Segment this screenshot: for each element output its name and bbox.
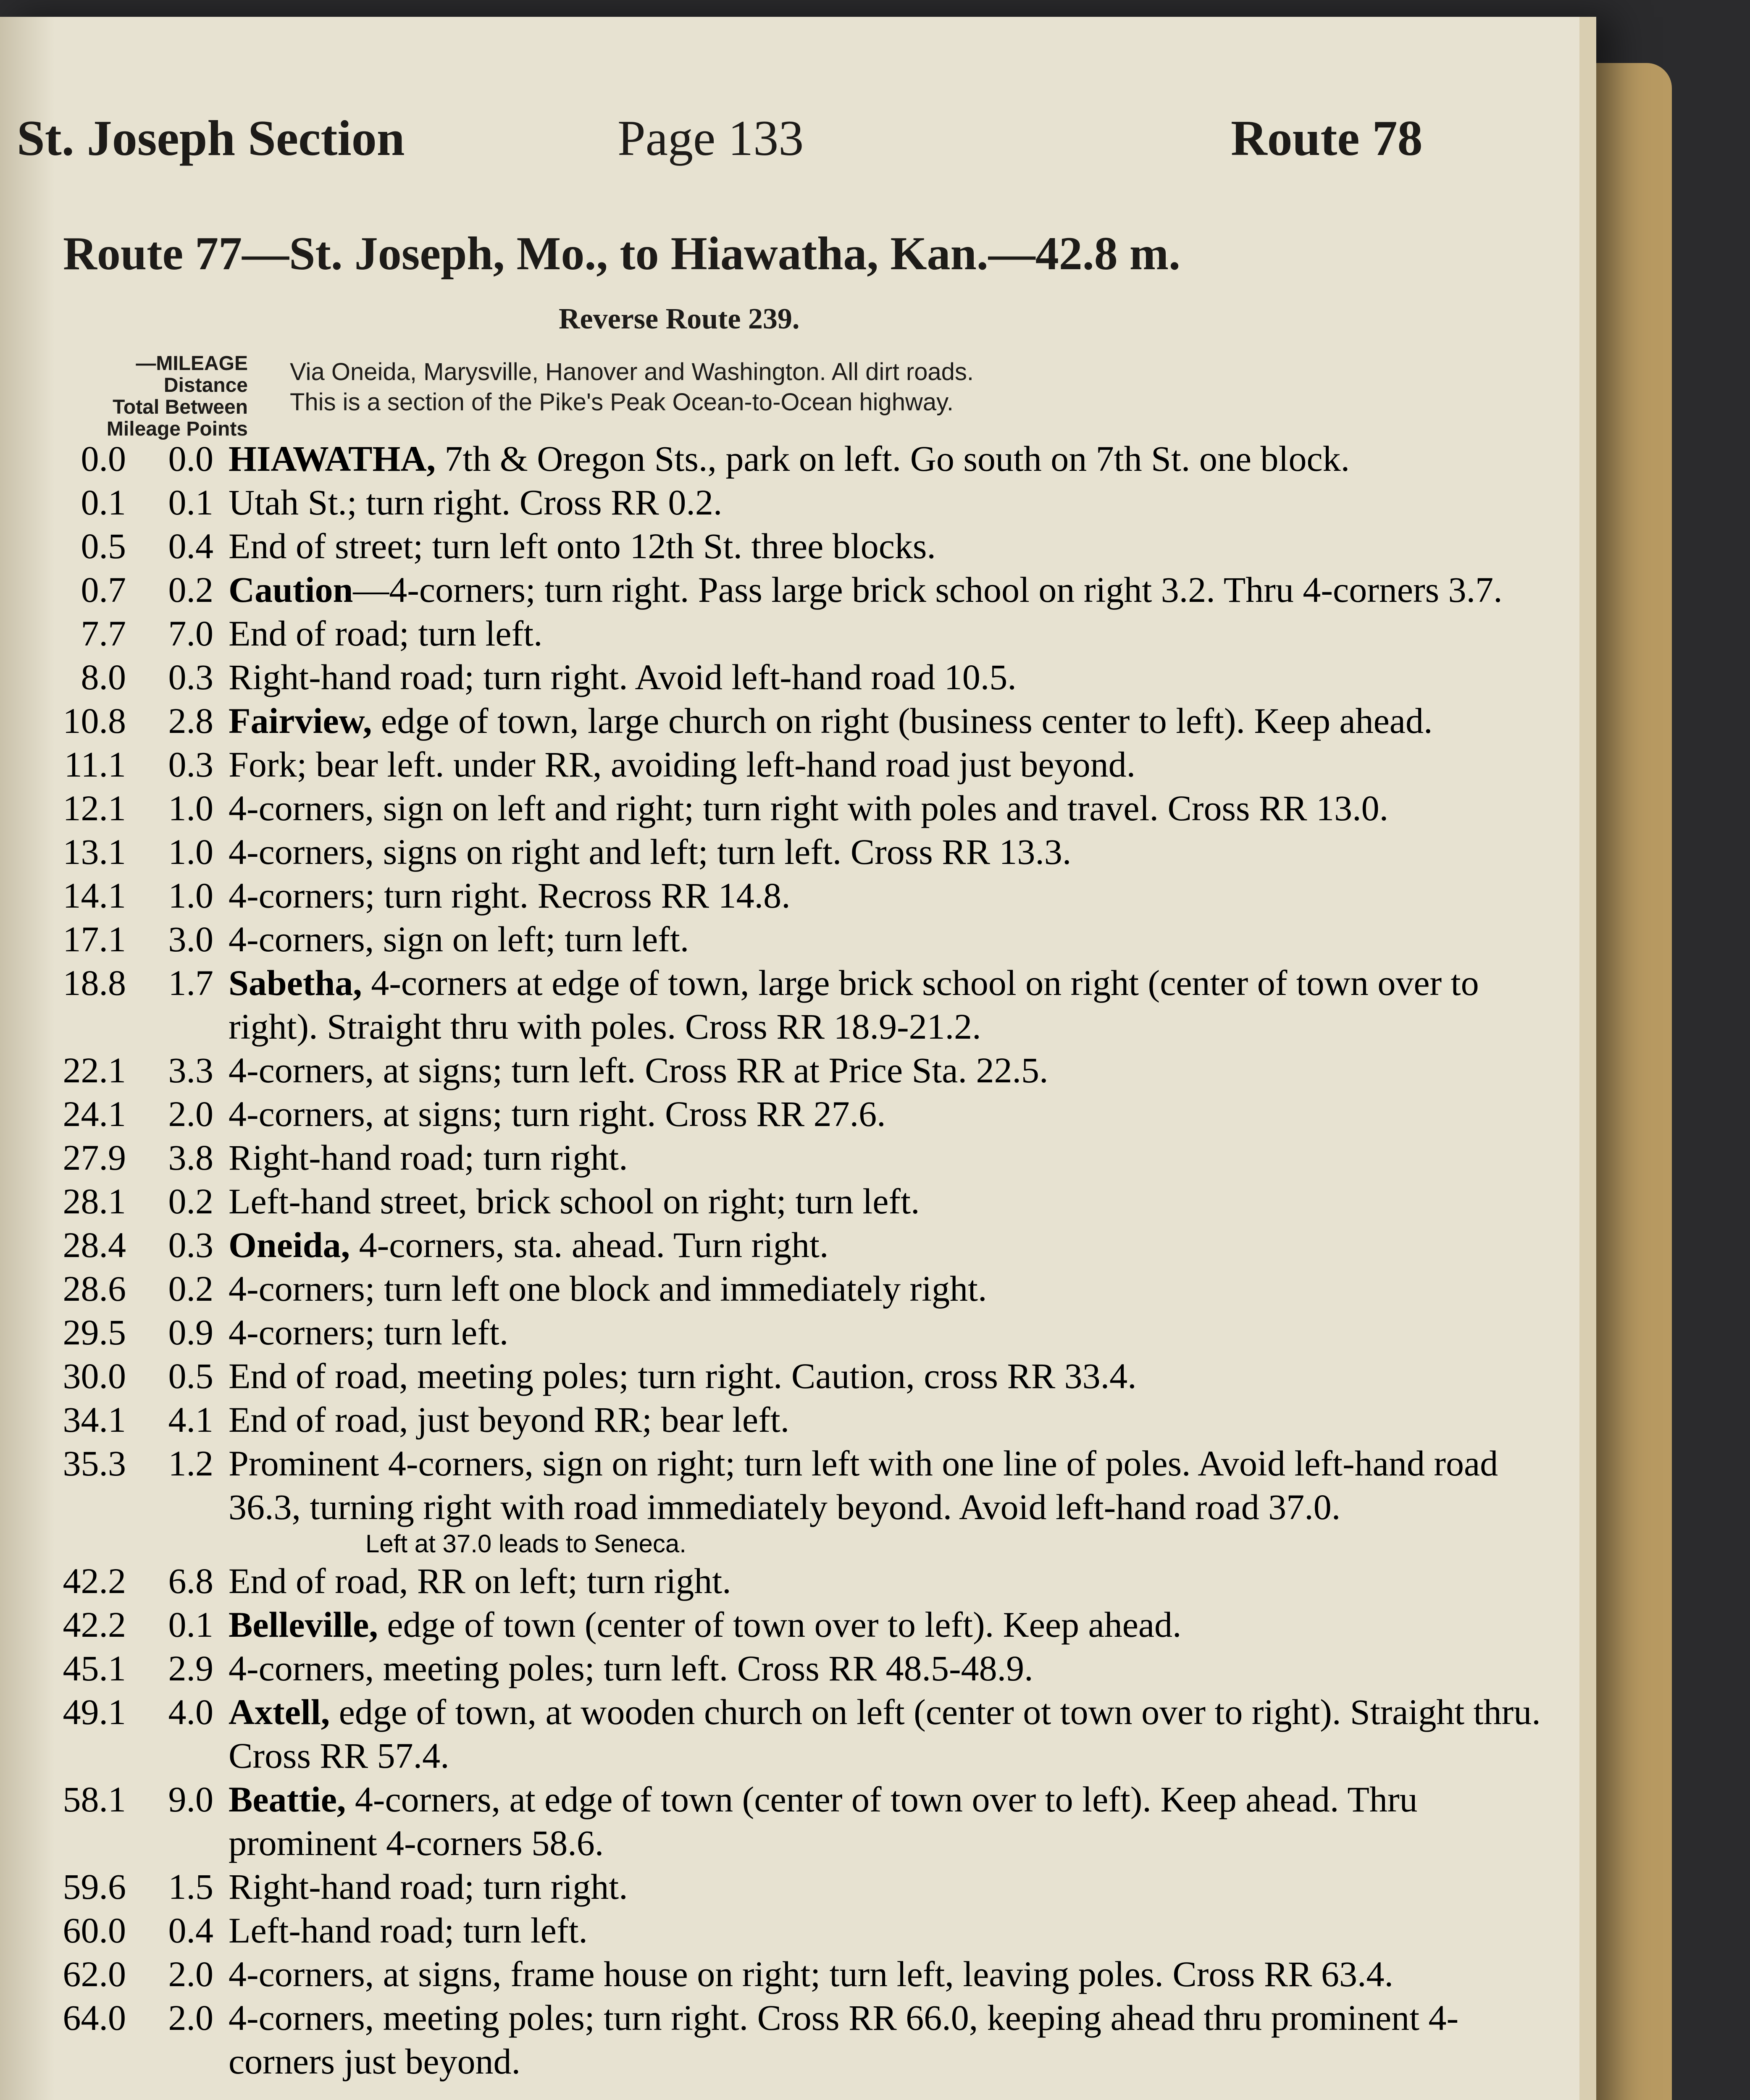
direction-text	[229, 1559, 1548, 1603]
direction-text	[229, 1310, 1548, 1354]
distance-between: 2.9	[168, 1648, 213, 1688]
direction-detail: End of road, RR on left; turn right.	[229, 1561, 731, 1601]
place-name: Fairview,	[229, 701, 372, 741]
total-mileage: 22.1	[63, 1050, 126, 1090]
place-name: Oneida,	[229, 1225, 350, 1265]
distance-between: 3.3	[168, 1050, 213, 1090]
distance-between: 7.0	[168, 613, 213, 654]
place-name: HIAWATHA,	[229, 438, 436, 479]
direction-detail: 4-corners, signs on right and left; turn left. Cross RR 13.3.	[229, 832, 1072, 872]
route-entry	[0, 480, 1554, 524]
direction-detail: Right-hand road; turn right. Avoid left-hand road 10.5.	[229, 657, 1017, 697]
direction-text	[229, 1646, 1548, 1690]
route-title: Route 77—St. Joseph, Mo., to Hiawatha, Kan.—42.8 m.	[63, 228, 1181, 280]
total-mileage: 60.0	[63, 1910, 126, 1950]
distance-between: 0.1	[168, 482, 213, 522]
route-entry	[0, 917, 1554, 961]
distance-between: 3.0	[168, 919, 213, 959]
total-mileage: 0.1	[81, 482, 126, 522]
total-mileage: 14.1	[63, 875, 126, 916]
distance-between: 1.2	[168, 1443, 213, 1483]
direction-text	[229, 786, 1548, 830]
direction-detail: 4-corners, at signs; turn right. Cross RR 27.6.	[229, 1094, 886, 1134]
direction-detail: End of road; turn left.	[229, 613, 543, 654]
total-mileage: 0.7	[81, 570, 126, 610]
direction-text	[229, 480, 1548, 524]
route-entry	[0, 1179, 1554, 1223]
reverse-route: Reverse Route 239.	[559, 303, 800, 335]
route-entry	[0, 1048, 1554, 1092]
distance-between: 0.3	[168, 1225, 213, 1265]
route-entry	[0, 1441, 1554, 1529]
mileage-label: —MILEAGE Distance Total Between Mileage Points	[106, 352, 248, 440]
direction-text	[229, 1267, 1548, 1310]
direction-detail: Fork; bear left. under RR, avoiding left-hand road just beyond.	[229, 744, 1136, 785]
total-mileage: 64.0	[63, 1998, 126, 2038]
route-entry	[0, 1136, 1554, 1179]
route-entry	[0, 1777, 1554, 1865]
route-entry	[0, 874, 1554, 917]
direction-text	[229, 1179, 1548, 1223]
book-edge	[1596, 63, 1672, 2100]
place-name: Axtell,	[229, 1692, 330, 1732]
route-entry	[0, 568, 1554, 612]
book-page	[0, 17, 1596, 2100]
direction-text	[229, 1048, 1548, 1092]
direction-detail: edge of town (center of town over to left). Keep ahead.	[378, 1604, 1182, 1645]
direction-detail: edge of town, large church on right (business center to left). Keep ahead.	[372, 701, 1433, 741]
direction-text	[229, 917, 1548, 961]
distance-between: 0.0	[168, 438, 213, 479]
total-mileage: 10.8	[63, 701, 126, 741]
direction-text	[229, 830, 1548, 874]
total-mileage: 42.2	[63, 1604, 126, 1645]
direction-detail: —4-corners; turn right. Pass large brick school on right 3.2. Thru 4-corners 3.7.	[353, 570, 1503, 610]
section-header: St. Joseph Section	[17, 110, 405, 166]
direction-detail: 4-corners, at signs; turn left. Cross RR at Price Sta. 22.5.	[229, 1050, 1048, 1090]
total-mileage: 7.7	[81, 613, 126, 654]
distance-between: 6.8	[168, 1561, 213, 1601]
total-mileage: 58.1	[63, 1779, 126, 1819]
direction-text	[229, 1908, 1548, 1952]
total-mileage: 34.1	[63, 1399, 126, 1440]
route-entry	[0, 699, 1554, 743]
direction-detail: 4-corners, sign on left; turn left.	[229, 919, 689, 959]
direction-detail: 4-corners, sign on left and right; turn right with poles and travel. Cross RR 13.0.	[229, 788, 1389, 828]
direction-detail: 4-corners at edge of town, large brick school on right (center of town over to right). Straight thru with poles. Cross RR 18.9-21.2.	[229, 963, 1479, 1047]
total-mileage: 28.6	[63, 1268, 126, 1309]
route-entry	[0, 1952, 1554, 1996]
distance-between: 0.4	[168, 526, 213, 566]
direction-detail: 4-corners; turn left.	[229, 1312, 509, 1352]
distance-between: 0.1	[168, 1604, 213, 1645]
direction-detail: 4-corners, meeting poles; turn right. Cross RR 66.0, keeping ahead thru prominent 4-corners just beyond.	[229, 1998, 1459, 2082]
distance-between: 1.7	[168, 963, 213, 1003]
direction-detail: 7th & Oregon Sts., park on left. Go south on 7th St. one block.	[436, 438, 1350, 479]
route-entry	[0, 1996, 1554, 2083]
distance-between: 3.8	[168, 1137, 213, 1178]
direction-detail: edge of town, at wooden church on left (center ot town over to right). Straight thru. Cross RR 57.4.	[229, 1692, 1541, 1776]
direction-text	[229, 1223, 1548, 1267]
direction-text	[229, 961, 1548, 1048]
direction-text	[229, 699, 1548, 743]
direction-detail: End of street; turn left onto 12th St. three blocks.	[229, 526, 936, 566]
distance-between: 0.9	[168, 1312, 213, 1352]
total-mileage: 8.0	[81, 657, 126, 697]
direction-detail: Right-hand road; turn right.	[229, 1137, 628, 1178]
direction-text	[229, 1777, 1548, 1865]
direction-text	[229, 568, 1548, 612]
distance-between: 0.5	[168, 1356, 213, 1396]
total-mileage: 18.8	[63, 963, 126, 1003]
direction-detail: 4-corners, meeting poles; turn left. Cross RR 48.5-48.9.	[229, 1648, 1033, 1688]
route-note: Left at 37.0 leads to Seneca.	[365, 1530, 686, 1558]
direction-detail: 4-corners, at signs, frame house on right; turn left, leaving poles. Cross RR 63.4.	[229, 1954, 1394, 1994]
total-mileage: 12.1	[63, 788, 126, 828]
direction-text	[229, 1398, 1548, 1441]
direction-text	[229, 1136, 1548, 1179]
route-entry	[0, 1646, 1554, 1690]
route-entry	[0, 1223, 1554, 1267]
distance-between: 1.0	[168, 832, 213, 872]
total-mileage: 35.3	[63, 1443, 126, 1483]
total-mileage: 49.1	[63, 1692, 126, 1732]
route-header: Route 78	[1231, 110, 1423, 166]
distance-between: 2.0	[168, 1094, 213, 1134]
route-via-note: Via Oneida, Marysville, Hanover and Washington. All dirt roads. This is a section of the Pike's Peak Ocean-to-Ocean highway.	[290, 358, 974, 416]
distance-between: 1.5	[168, 1866, 213, 1907]
direction-text	[229, 1603, 1548, 1646]
total-mileage: 30.0	[63, 1356, 126, 1396]
total-mileage: 28.1	[63, 1181, 126, 1221]
total-mileage: 45.1	[63, 1648, 126, 1688]
direction-text	[229, 524, 1548, 568]
total-mileage: 29.5	[63, 1312, 126, 1352]
direction-text	[229, 437, 1548, 480]
route-entry	[0, 830, 1554, 874]
route-entry	[0, 1559, 1554, 1603]
route-entry	[0, 786, 1554, 830]
direction-text	[229, 874, 1548, 917]
direction-text	[229, 1865, 1548, 1908]
direction-detail: 4-corners; turn left one block and immediately right.	[229, 1268, 987, 1309]
direction-detail: Prominent 4-corners, sign on right; turn left with one line of poles. Avoid left-hand road 36.3, turning right with road immediately beyond. Avoid left-hand road 37.0.	[229, 1443, 1498, 1527]
direction-detail: End of road, meeting poles; turn right. Caution, cross RR 33.4.	[229, 1356, 1137, 1396]
total-mileage: 28.4	[63, 1225, 126, 1265]
total-mileage: 17.1	[63, 919, 126, 959]
route-entry	[0, 1310, 1554, 1354]
direction-text	[229, 743, 1548, 786]
route-directions	[0, 437, 1554, 2083]
route-entry	[0, 1267, 1554, 1310]
place-name: Belleville,	[229, 1604, 378, 1645]
total-mileage: 42.2	[63, 1561, 126, 1601]
place-name: Beattie,	[229, 1779, 346, 1819]
distance-between: 9.0	[168, 1779, 213, 1819]
total-mileage: 24.1	[63, 1094, 126, 1134]
direction-text	[229, 612, 1548, 655]
place-name: Sabetha,	[229, 963, 362, 1003]
distance-between: 4.1	[168, 1399, 213, 1440]
direction-detail: 4-corners, sta. ahead. Turn right.	[350, 1225, 829, 1265]
direction-detail: 4-corners, at edge of town (center of town over to left). Keep ahead. Thru prominent 4-corners 58.6.	[229, 1779, 1418, 1863]
total-mileage: 13.1	[63, 832, 126, 872]
distance-between: 0.4	[168, 1910, 213, 1950]
route-entry	[0, 1865, 1554, 1908]
place-name: Caution	[229, 570, 353, 610]
route-entry	[0, 1398, 1554, 1441]
route-entry	[0, 1354, 1554, 1398]
distance-between: 2.0	[168, 1998, 213, 2038]
direction-text	[229, 1690, 1548, 1777]
direction-detail: End of road, just beyond RR; bear left.	[229, 1399, 790, 1440]
route-entry	[0, 961, 1554, 1048]
direction-text	[229, 1092, 1548, 1136]
distance-between: 0.3	[168, 657, 213, 697]
route-entry	[0, 612, 1554, 655]
distance-between: 1.0	[168, 875, 213, 916]
distance-between: 2.8	[168, 701, 213, 741]
direction-detail: Right-hand road; turn right.	[229, 1866, 628, 1907]
distance-between: 0.2	[168, 570, 213, 610]
distance-between: 4.0	[168, 1692, 213, 1732]
total-mileage: 0.5	[81, 526, 126, 566]
distance-between: 2.0	[168, 1954, 213, 1994]
direction-detail: 4-corners; turn right. Recross RR 14.8.	[229, 875, 791, 916]
total-mileage: 59.6	[63, 1866, 126, 1907]
route-entry	[0, 1092, 1554, 1136]
direction-text	[229, 1996, 1548, 2083]
direction-detail: Left-hand road; turn left.	[229, 1910, 588, 1950]
total-mileage: 27.9	[63, 1137, 126, 1178]
direction-detail: Utah St.; turn right. Cross RR 0.2.	[229, 482, 723, 522]
route-entry	[0, 437, 1554, 480]
distance-between: 1.0	[168, 788, 213, 828]
distance-between: 0.3	[168, 744, 213, 785]
total-mileage: 0.0	[81, 438, 126, 479]
direction-text	[229, 1354, 1548, 1398]
route-entry	[0, 1908, 1554, 1952]
route-entry	[0, 743, 1554, 786]
direction-text	[229, 655, 1548, 699]
direction-text	[229, 1441, 1548, 1529]
route-entry	[0, 1603, 1554, 1646]
route-entry	[0, 1690, 1554, 1777]
total-mileage: 62.0	[63, 1954, 126, 1994]
direction-text	[229, 1952, 1548, 1996]
distance-between: 0.2	[168, 1268, 213, 1309]
page-number: Page 133	[617, 110, 804, 166]
direction-detail: Left-hand street, brick school on right; turn left.	[229, 1181, 920, 1221]
total-mileage: 11.1	[64, 744, 126, 785]
route-entry	[0, 524, 1554, 568]
route-entry	[0, 655, 1554, 699]
distance-between: 0.2	[168, 1181, 213, 1221]
